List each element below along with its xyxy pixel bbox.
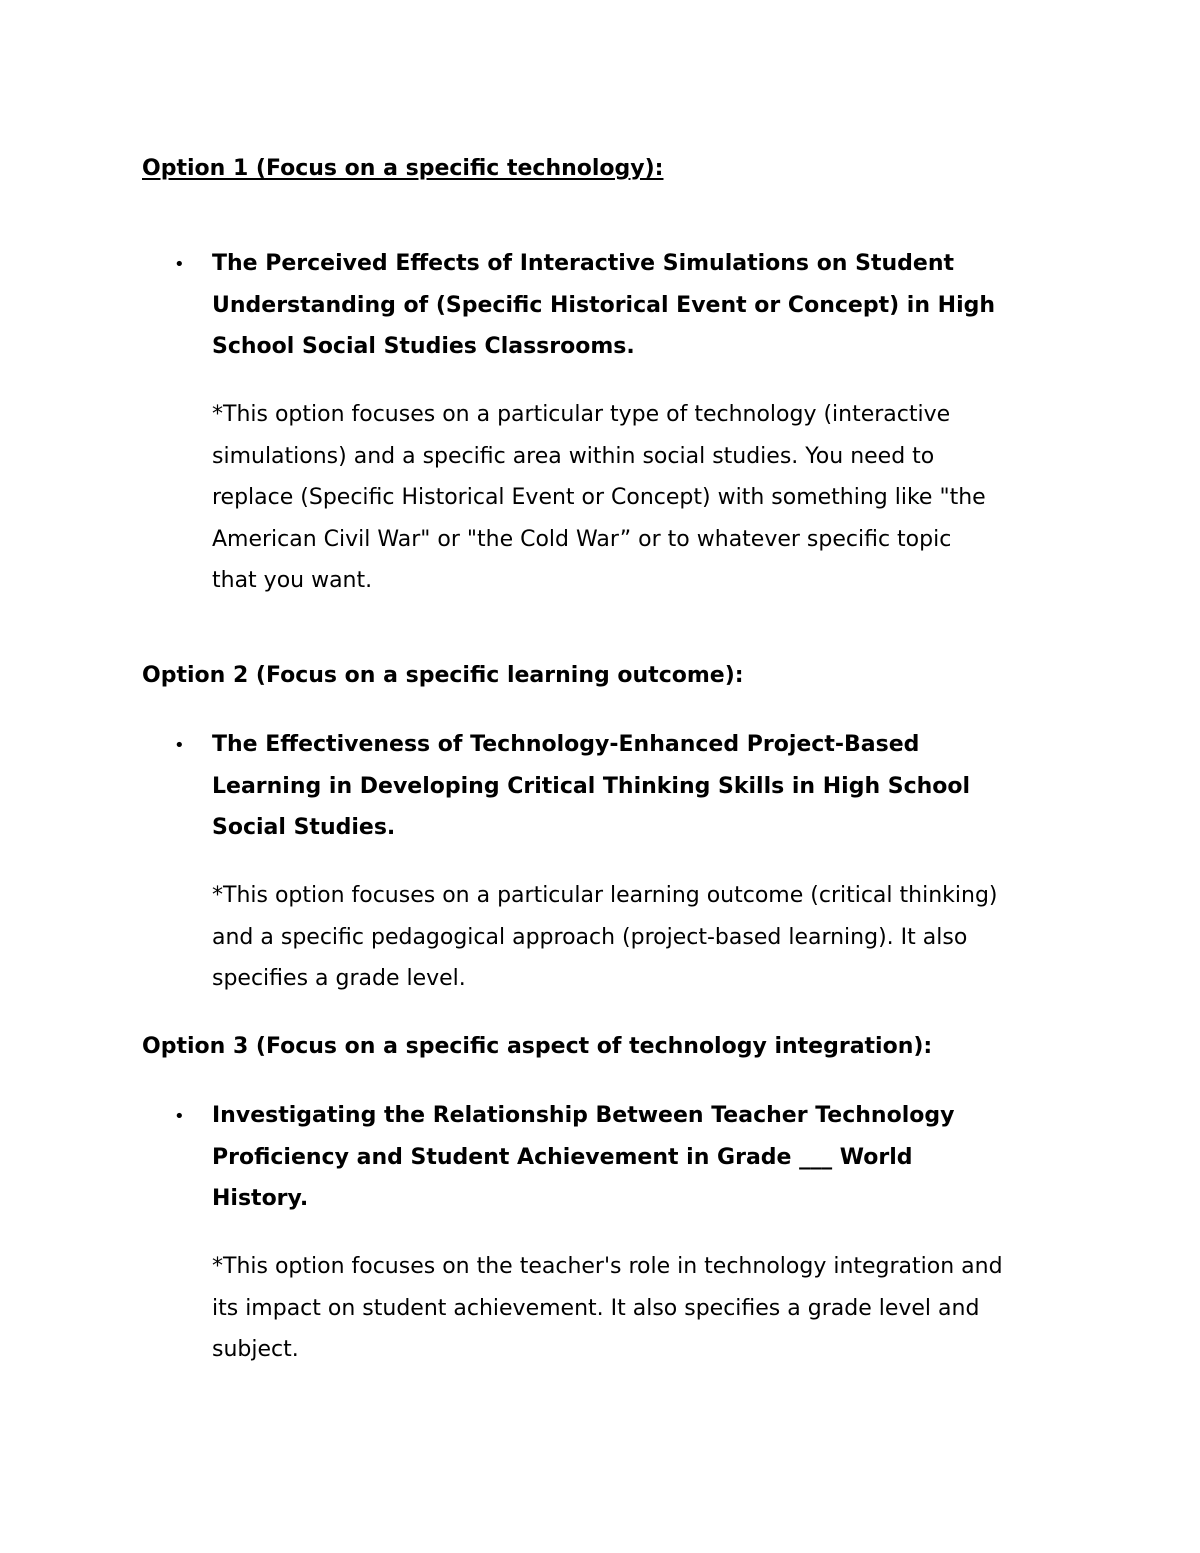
option-3-heading: Option 3 (Focus on a specific aspect of technology integration): — [142, 1034, 933, 1059]
option-1-heading: Option 1 (Focus on a specific technology): — [142, 156, 664, 181]
note-line: specifies a grade level. — [212, 966, 466, 991]
option-1-note — [212, 394, 1082, 602]
note-line: *This option focuses on the teacher's role in technology integration and — [212, 1254, 1003, 1279]
option-2-note — [212, 875, 1082, 1000]
note-line: subject. — [212, 1337, 299, 1362]
note-line: simulations) and a specific area within social studies. You need to — [212, 443, 935, 469]
option-1-bullet: • — [174, 254, 185, 275]
option-2-bullet: • — [174, 735, 185, 756]
note-line: American Civil War" or "the Cold War” or to whatever specific topic — [212, 526, 952, 552]
title-line: The Perceived Effects of Interactive Simulations on Student — [212, 251, 954, 276]
note-line: that you want. — [212, 568, 373, 593]
title-line: School Social Studies Classrooms. — [212, 334, 635, 359]
title-line: The Effectiveness of Technology-Enhanced Project-Based — [212, 732, 920, 757]
note-line: *This option focuses on a particular type of technology (interactive — [212, 402, 951, 427]
option-2-heading: Option 2 (Focus on a specific learning outcome): — [142, 663, 744, 688]
note-line: *This option focuses on a particular learning outcome (critical thinking) — [212, 883, 998, 908]
note-line: replace (Specific Historical Event or Concept) with something like "the — [212, 485, 986, 510]
note-line: its impact on student achievement. It also specifies a grade level and — [212, 1295, 980, 1321]
note-line: and a specific pedagogical approach (project-based learning). It also — [212, 924, 968, 950]
option-3-note — [212, 1246, 1082, 1371]
title-line: Learning in Developing Critical Thinking Skills in High School — [212, 773, 971, 799]
title-line: Understanding of (Specific Historical Event or Concept) in High — [212, 292, 996, 318]
option-3-bullet: • — [174, 1106, 185, 1127]
option-1-title — [212, 243, 1072, 368]
title-line: Social Studies. — [212, 815, 396, 840]
title-line: Proficiency and Student Achievement in Grade ___ World — [212, 1144, 913, 1170]
title-line: Investigating the Relationship Between Teacher Technology — [212, 1103, 955, 1128]
option-2-title — [212, 724, 1072, 849]
option-3-title — [212, 1095, 1072, 1220]
title-line: History. — [212, 1186, 309, 1211]
